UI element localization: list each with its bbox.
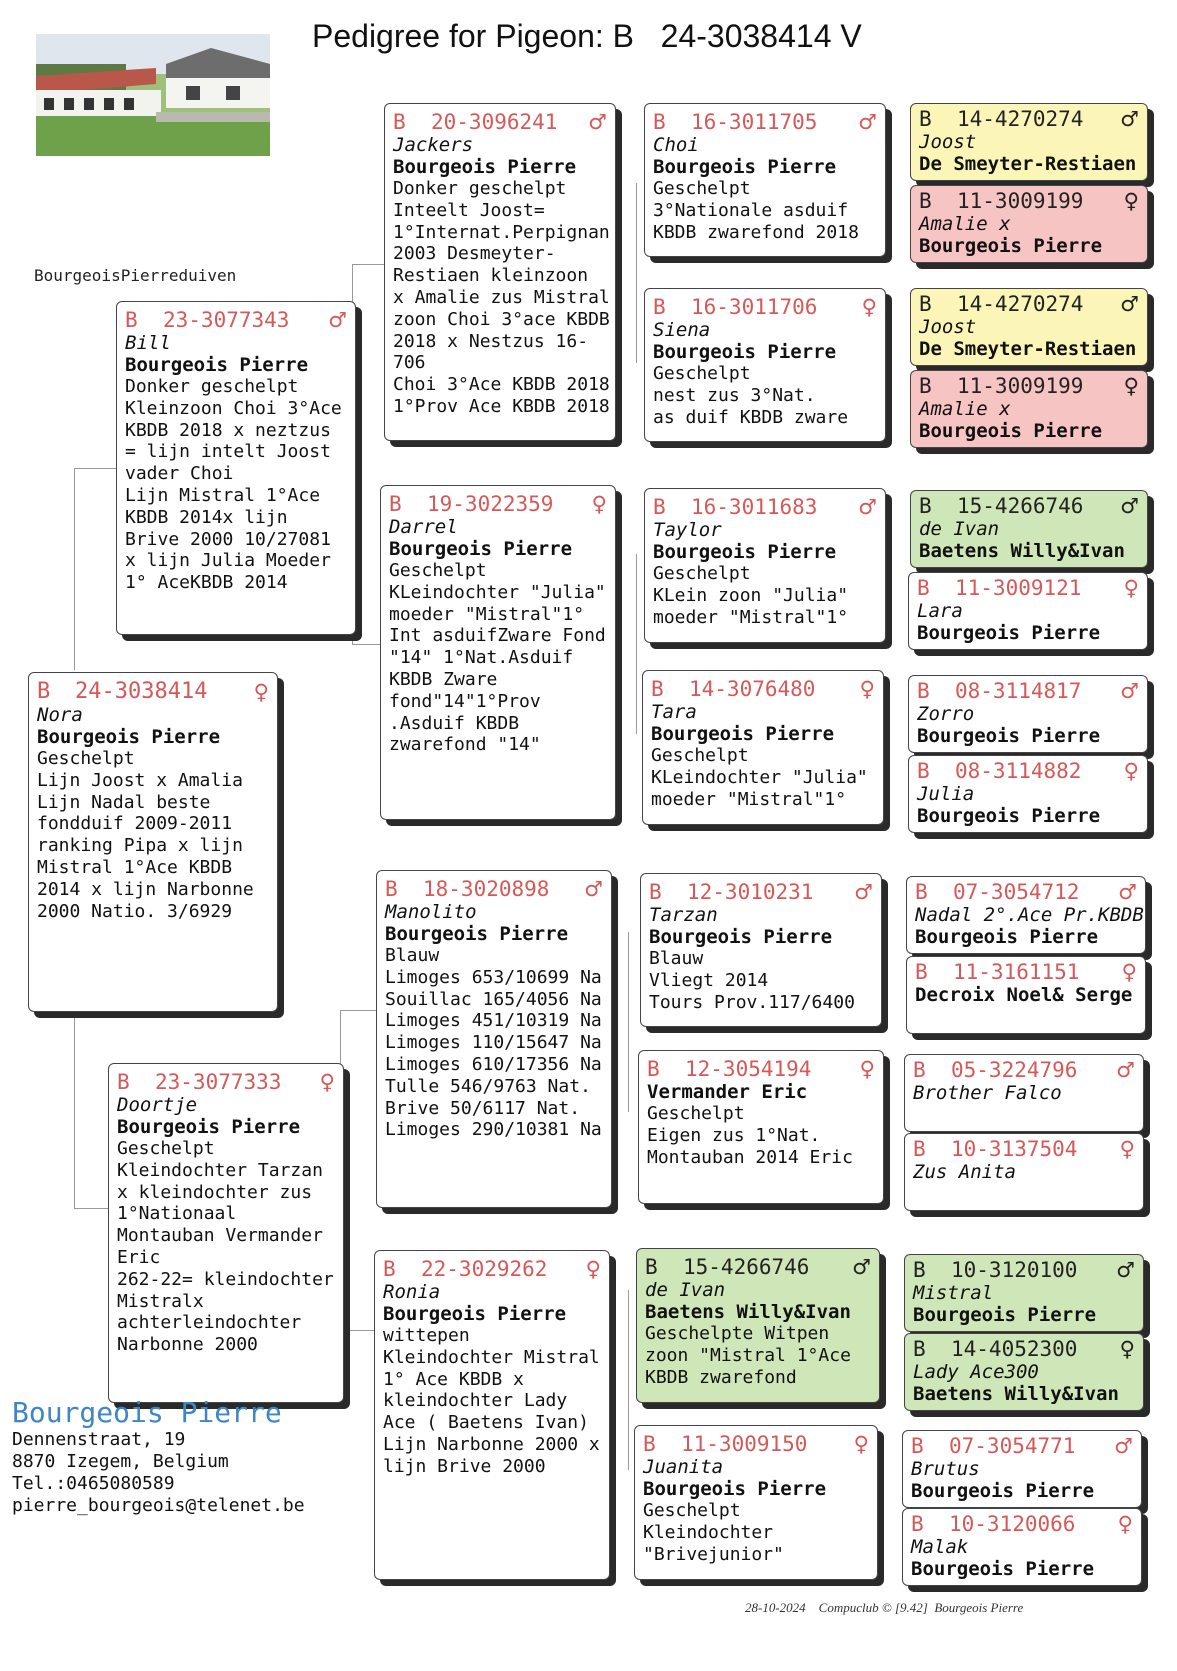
sds-card[interactable] (644, 488, 886, 643)
info-line: KBDB 2014x lijn (125, 506, 288, 528)
info-line: "Brivejunior" (643, 1543, 784, 1565)
info-line: moeder "Mistral"1° (653, 606, 849, 628)
g5-card[interactable] (910, 490, 1148, 568)
info-line: 262-22= kleindochter (117, 1268, 334, 1290)
country-code: B (389, 492, 402, 516)
info-line: Blauw (385, 945, 440, 966)
female-icon: ♀ (1123, 374, 1139, 398)
info-line: .Asduif KBDB (389, 712, 520, 734)
ddd-card[interactable] (634, 1425, 878, 1580)
connector (352, 644, 382, 645)
male-icon: ♂ (852, 1255, 871, 1279)
connector (636, 554, 637, 734)
info-line: Limoges 451/10319 Na (385, 1010, 602, 1032)
pigeon-name: Amalie x (919, 213, 1011, 235)
g15-card[interactable] (902, 1430, 1142, 1508)
country-code: B (917, 576, 930, 600)
ring-number: 11-3161151 (953, 960, 1080, 984)
connector (74, 468, 75, 670)
ring-number: 10-3120100 (951, 1258, 1078, 1282)
pigeon-name: Ronia (383, 1281, 441, 1303)
male-icon: ♂ (1120, 292, 1139, 316)
dam-dam-card[interactable] (374, 1250, 610, 1580)
owner: Bourgeois Pierre (919, 235, 1103, 257)
ring-number: 11-3009121 (955, 576, 1082, 600)
info-line: Kleindochter Tarzan (117, 1159, 323, 1181)
info-line: Int asduifZware Fond (389, 625, 606, 647)
breeder-name: Bourgeois Pierre (12, 1396, 282, 1429)
female-icon: ♀ (1121, 960, 1137, 984)
pigeon-name: Taylor (653, 519, 722, 541)
female-icon: ♀ (861, 295, 877, 319)
owner: Bourgeois Pierre (917, 622, 1101, 644)
country-code: B (919, 189, 932, 213)
info-line: x lijn Julia Moeder (125, 550, 331, 572)
male-icon: ♂ (1120, 679, 1139, 703)
country-code: B (919, 374, 932, 398)
info-line: 2018 x Nestzus 16- (393, 330, 589, 352)
info-line: 1°Internat.Perpignan (393, 221, 610, 243)
ring-number: 23-3077333 (155, 1070, 282, 1094)
ring-number: 11-3009150 (681, 1432, 808, 1456)
info-line: Geschelpt (647, 1103, 745, 1124)
g1-card[interactable] (910, 103, 1148, 181)
pigeon-name: Tara (651, 701, 697, 723)
info-line: achterleindochter (117, 1312, 302, 1334)
footer: 28-10-2024 Compuclub © [9.42] Bourgeois Pierre (745, 1600, 1024, 1615)
female-icon: ♀ (1119, 1337, 1135, 1361)
info-line: Limoges 110/15647 Na (385, 1032, 602, 1054)
ring-number: 12-3054194 (685, 1057, 812, 1081)
country-code: B (125, 308, 138, 332)
info-line: KLein zoon "Julia" (653, 584, 849, 606)
info-line: Brive 2000 10/27081 (125, 528, 331, 550)
ring-number: 11-3009199 (957, 374, 1084, 398)
info-line: as duif KBDB zware (653, 406, 849, 428)
info-line: nest zus 3°Nat. (653, 384, 816, 406)
info-line: KLeindochter "Julia" (389, 581, 606, 603)
connector (628, 932, 629, 1112)
g13-card[interactable] (904, 1254, 1144, 1332)
ring-number: 05-3224796 (951, 1058, 1078, 1082)
country-code: B (643, 1432, 656, 1456)
male-icon: ♂ (858, 495, 877, 519)
female-icon: ♀ (585, 1257, 601, 1281)
owner: Decroix Noel& Serge (915, 984, 1133, 1006)
country-code: B (911, 1512, 924, 1536)
g6-card[interactable] (908, 572, 1148, 650)
ring-number: 16-3011705 (691, 110, 818, 134)
info-line: x kleindochter zus (117, 1181, 313, 1203)
owner: Bourgeois Pierre (643, 1478, 827, 1500)
info-line: Restiaen kleinzoon (393, 265, 589, 287)
female-icon: ♀ (1123, 576, 1139, 600)
info-line: ranking Pipa x lijn (37, 835, 243, 857)
info-line: Limoges 290/10381 Na (385, 1119, 602, 1141)
pigeon-name: Julia (917, 783, 975, 805)
info-line: Brive 50/6117 Nat. (385, 1097, 581, 1119)
connector (340, 1330, 374, 1331)
info-line: zoon "Mistral 1°Ace (645, 1344, 851, 1366)
breeder-city: 8870 Izegem, Belgium (12, 1451, 229, 1472)
breeder-address: Dennenstraat, 19 (12, 1429, 186, 1450)
info-line: 1°Prov Ace KBDB 2018 (393, 395, 610, 417)
owner: Bourgeois Pierre (125, 354, 309, 376)
info-line: Montauban Vermander (117, 1225, 323, 1247)
country-code: B (651, 677, 664, 701)
ring-number: 16-3011706 (691, 295, 818, 319)
ring-number: 16-3011683 (691, 495, 818, 519)
ring-number: 12-3010231 (687, 880, 814, 904)
info-line: Limoges 653/10699 Na (385, 966, 602, 988)
country-code: B (917, 759, 930, 783)
info-line: KLeindochter "Julia" (651, 766, 868, 788)
pigeon-name: Zus Anita (913, 1161, 1016, 1183)
info-line: Souillac 165/4056 Na (385, 988, 602, 1010)
owner: Baetens Willy&Ivan (645, 1301, 851, 1323)
owner: Bourgeois Pierre (649, 926, 833, 948)
male-icon: ♂ (328, 308, 347, 332)
connector (636, 183, 637, 363)
owner: De Smeyter-Restiaen (919, 338, 1137, 360)
country-code: B (383, 1257, 396, 1281)
pigeon-name: de Ivan (645, 1279, 726, 1301)
info-line: Mistralx (117, 1290, 204, 1312)
info-line: Lijn Narbonne 2000 x (383, 1433, 600, 1455)
info-line: Blauw (649, 948, 704, 969)
info-line: Geschelpte Witpen (645, 1323, 830, 1344)
male-icon: ♂ (1114, 1434, 1133, 1458)
owner: Bourgeois Pierre (919, 420, 1103, 442)
owner: Bourgeois Pierre (917, 725, 1101, 747)
info-line: 2000 Natio. 3/6929 (37, 900, 233, 922)
g3-card[interactable] (910, 288, 1148, 366)
pigeon-name: Tarzan (649, 904, 718, 926)
country-code: B (913, 1337, 926, 1361)
info-line: Ace ( Baetens Ivan) (383, 1412, 589, 1434)
female-icon: ♀ (591, 492, 607, 516)
owner: Bourgeois Pierre (651, 723, 835, 745)
info-line: Kleindochter (643, 1521, 774, 1543)
info-line: Mistral 1°Ace KBDB (37, 856, 233, 878)
owner: Bourgeois Pierre (917, 805, 1101, 827)
breeder-email[interactable]: pierre_bourgeois@telenet.be (12, 1495, 305, 1516)
owner: Bourgeois Pierre (393, 156, 577, 178)
g9-card[interactable] (906, 876, 1146, 954)
female-icon: ♀ (1123, 189, 1139, 213)
info-line: 2014 x lijn Narbonne (37, 878, 254, 900)
info-line: Tours Prov.117/6400 (649, 991, 855, 1013)
country-code: B (37, 679, 51, 704)
info-line: fond"14"1°Prov (389, 690, 541, 712)
country-code: B (653, 295, 666, 319)
pigeon-name: Doortje (117, 1094, 198, 1116)
info-line: Vliegt 2014 (649, 969, 769, 991)
pigeon-name: Bill (125, 332, 171, 354)
breeder-info (12, 1396, 305, 1517)
owner: Bourgeois Pierre (911, 1480, 1095, 1502)
info-line: 2003 Desmeyter- (393, 243, 556, 265)
pigeon-name: Jackers (393, 134, 474, 156)
info-line: Inteelt Joost= (393, 199, 545, 221)
sire-dam-card[interactable] (380, 485, 616, 820)
owner: Baetens Willy&Ivan (919, 540, 1125, 562)
g12-card[interactable] (904, 1133, 1144, 1211)
owner: Bourgeois Pierre (913, 1304, 1097, 1326)
info-line: moeder "Mistral"1° (651, 788, 847, 810)
g10-card[interactable] (906, 956, 1146, 1034)
owner: Bourgeois Pierre (653, 541, 837, 563)
g8-card[interactable] (908, 755, 1148, 833)
owner: Bourgeois Pierre (653, 341, 837, 363)
female-icon: ♀ (1123, 759, 1139, 783)
info-line: Geschelpt (653, 563, 751, 584)
pigeon-name: Zorro (917, 703, 975, 725)
owner: Vermander Eric (647, 1081, 808, 1103)
info-line: Lijn Nadal beste (37, 791, 211, 813)
connector (340, 1010, 376, 1011)
info-line: fondduif 2009-2011 (37, 813, 233, 835)
country-code: B (393, 110, 406, 134)
connector (628, 1290, 629, 1470)
connector (352, 264, 384, 265)
dam-card[interactable] (108, 1063, 344, 1403)
pigeon-name: Mistral (913, 1282, 994, 1304)
ring-number: 15-4266746 (957, 494, 1084, 518)
male-icon: ♂ (854, 880, 873, 904)
male-icon: ♂ (858, 110, 877, 134)
connector (74, 1208, 110, 1209)
ring-number: 14-4270274 (957, 292, 1084, 316)
ring-number: 15-4266746 (683, 1255, 810, 1279)
pigeon-name: Siena (653, 319, 711, 341)
female-icon: ♀ (1117, 1512, 1133, 1536)
ring-number: 19-3022359 (427, 492, 554, 516)
info-line: Kleinzoon Choi 3°Ace (125, 397, 342, 419)
info-line: Geschelpt (117, 1138, 215, 1159)
ring-number: 08-3114817 (955, 679, 1082, 703)
info-line: kleindochter Lady (383, 1390, 568, 1412)
pigeon-name: Lara (917, 600, 963, 622)
subject-card[interactable] (28, 672, 278, 1012)
g4-card[interactable] (910, 370, 1148, 448)
dsd-card[interactable] (638, 1050, 884, 1204)
info-line: = lijn intelt Joost (125, 441, 331, 463)
male-icon: ♂ (1116, 1058, 1135, 1082)
pigeon-name: Darrel (389, 516, 458, 538)
pigeon-name: Amalie x (919, 398, 1011, 420)
male-icon: ♂ (1120, 107, 1139, 131)
ring-number: 07-3054771 (949, 1434, 1076, 1458)
loft-photo (36, 34, 270, 156)
breeder-phone: Tel.:0465080589 (12, 1473, 175, 1494)
info-line: KBDB Zware (389, 668, 498, 690)
info-line: lijn Brive 2000 (383, 1455, 546, 1477)
pigeon-name: Nadal 2°.Ace Pr.KBDB (915, 904, 1144, 926)
country-code: B (647, 1057, 660, 1081)
info-line: 1°Nationaal (117, 1203, 237, 1225)
g14-card[interactable] (904, 1333, 1144, 1411)
male-icon: ♂ (588, 110, 607, 134)
info-line: Lijn Mistral 1°Ace (125, 484, 321, 506)
pigeon-name: Juanita (643, 1456, 724, 1478)
owner: De Smeyter-Restiaen (919, 153, 1137, 175)
dss-card[interactable] (640, 873, 882, 1027)
info-line: Geschelpt (37, 748, 135, 769)
pigeon-name: Nora (37, 704, 83, 726)
owner: Bourgeois Pierre (653, 156, 837, 178)
info-line: zwarefond "14" (389, 734, 541, 756)
connector (74, 468, 116, 469)
ring-number: 07-3054712 (953, 880, 1080, 904)
pigeon-name: de Ivan (919, 518, 1000, 540)
country-code: B (385, 877, 398, 901)
country-code: B (915, 880, 928, 904)
ring-number: 11-3009199 (957, 189, 1084, 213)
info-line: Geschelpt (653, 178, 751, 199)
info-line: KBDB zwarefond (645, 1366, 797, 1388)
country-code: B (913, 1258, 926, 1282)
pigeon-name: Choi (653, 134, 699, 156)
dam-sire-card[interactable] (376, 870, 612, 1208)
ring-number: 10-3120066 (949, 1512, 1076, 1536)
country-code: B (917, 679, 930, 703)
country-code: B (919, 292, 932, 316)
ring-number: 10-3137504 (951, 1137, 1078, 1161)
dds-card[interactable] (636, 1248, 880, 1403)
pigeon-name: Joost (919, 131, 977, 153)
ring-number: 08-3114882 (955, 759, 1082, 783)
info-line: moeder "Mistral"1° (389, 603, 585, 625)
pigeon-name: Brutus (911, 1458, 980, 1480)
g2-card[interactable] (910, 185, 1148, 263)
female-icon: ♀ (253, 679, 269, 704)
pigeon-name: Lady Ace300 (913, 1361, 1039, 1383)
country-code: B (915, 960, 928, 984)
info-line: KBDB zwarefond 2018 (653, 221, 859, 243)
female-icon: ♀ (853, 1432, 869, 1456)
g16-card[interactable] (902, 1508, 1142, 1586)
info-line: Kleindochter Mistral (383, 1346, 600, 1368)
ring-number: 14-3076480 (689, 677, 816, 701)
info-line: Geschelpt (643, 1500, 741, 1521)
organisation-label: BourgeoisPierreduiven (34, 266, 237, 285)
sire-card[interactable] (116, 301, 356, 635)
owner: Bourgeois Pierre (385, 923, 569, 945)
info-line: x Amalie zus Mistral (393, 286, 610, 308)
country-code: B (653, 495, 666, 519)
female-icon: ♀ (1119, 1137, 1135, 1161)
info-line: Geschelpt (389, 560, 487, 581)
country-code: B (913, 1137, 926, 1161)
info-line: "14" 1°Nat.Asduif (389, 647, 574, 669)
owner: Bourgeois Pierre (383, 1303, 567, 1325)
ring-number: 23-3077343 (163, 308, 290, 332)
male-icon: ♂ (1118, 880, 1137, 904)
owner: Bourgeois Pierre (389, 538, 573, 560)
info-line: vader Choi (125, 463, 234, 485)
country-code: B (919, 107, 932, 131)
ring-number: 14-4052300 (951, 1337, 1078, 1361)
pigeon-name: Joost (919, 316, 977, 338)
info-line: Limoges 610/17356 Na (385, 1053, 602, 1075)
info-line: zoon Choi 3°ace KBDB (393, 308, 610, 330)
ring-number: 24-3038414 (75, 679, 208, 704)
male-icon: ♂ (584, 877, 603, 901)
info-line: 3°Nationale asduif (653, 199, 849, 221)
country-code: B (919, 494, 932, 518)
owner: Bourgeois Pierre (37, 726, 221, 748)
info-line: 1° AceKBDB 2014 (125, 572, 288, 594)
country-code: B (911, 1434, 924, 1458)
owner: Baetens Willy&Ivan (913, 1383, 1119, 1405)
info-line: wittepen (383, 1325, 470, 1346)
owner: Bourgeois Pierre (911, 1558, 1095, 1580)
country-code: B (913, 1058, 926, 1082)
info-line: Geschelpt (651, 745, 749, 766)
country-code: B (649, 880, 662, 904)
ring-number: 22-3029262 (421, 1257, 548, 1281)
sss-card[interactable] (644, 103, 886, 257)
g7-card[interactable] (908, 675, 1148, 753)
info-line: KBDB 2018 x neztzus (125, 419, 331, 441)
info-line: Narbonne 2000 (117, 1334, 258, 1356)
female-icon: ♀ (859, 677, 875, 701)
info-line: 1° Ace KBDB x (383, 1368, 524, 1390)
owner: Bourgeois Pierre (117, 1116, 301, 1138)
female-icon: ♀ (319, 1070, 335, 1094)
pigeon-name: Manolito (385, 901, 477, 923)
ring-number: 20-3096241 (431, 110, 558, 134)
info-line: Geschelpt (653, 363, 751, 384)
info-line: Donker geschelpt (125, 376, 299, 397)
ssd-card[interactable] (644, 288, 886, 442)
male-icon: ♂ (1116, 1258, 1135, 1282)
male-icon: ♂ (1120, 494, 1139, 518)
sdd-card[interactable] (642, 670, 884, 825)
pigeon-name: Brother Falco (913, 1082, 1062, 1104)
country-code: B (653, 110, 666, 134)
info-line: Eric (117, 1246, 161, 1268)
info-line: Eigen zus 1°Nat. (647, 1124, 821, 1146)
info-line: Donker geschelpt (393, 178, 567, 199)
page-title: Pedigree for Pigeon: B 24-3038414 V (312, 18, 862, 54)
info-line: Tulle 546/9763 Nat. (385, 1075, 591, 1097)
pigeon-name: Malak (911, 1536, 969, 1558)
sire-sire-card[interactable] (384, 103, 616, 441)
owner: Bourgeois Pierre (915, 926, 1099, 948)
country-code: B (117, 1070, 130, 1094)
info-line: Choi 3°Ace KBDB 2018 (393, 374, 610, 396)
info-line: Montauban 2014 Eric (647, 1146, 853, 1168)
ring-number: 14-4270274 (957, 107, 1084, 131)
female-icon: ♀ (859, 1057, 875, 1081)
ring-number: 18-3020898 (423, 877, 550, 901)
g11-card[interactable] (904, 1054, 1144, 1132)
connector (74, 1017, 75, 1208)
info-line: 706 (393, 352, 426, 374)
info-line: Lijn Joost x Amalia (37, 769, 243, 791)
country-code: B (645, 1255, 658, 1279)
